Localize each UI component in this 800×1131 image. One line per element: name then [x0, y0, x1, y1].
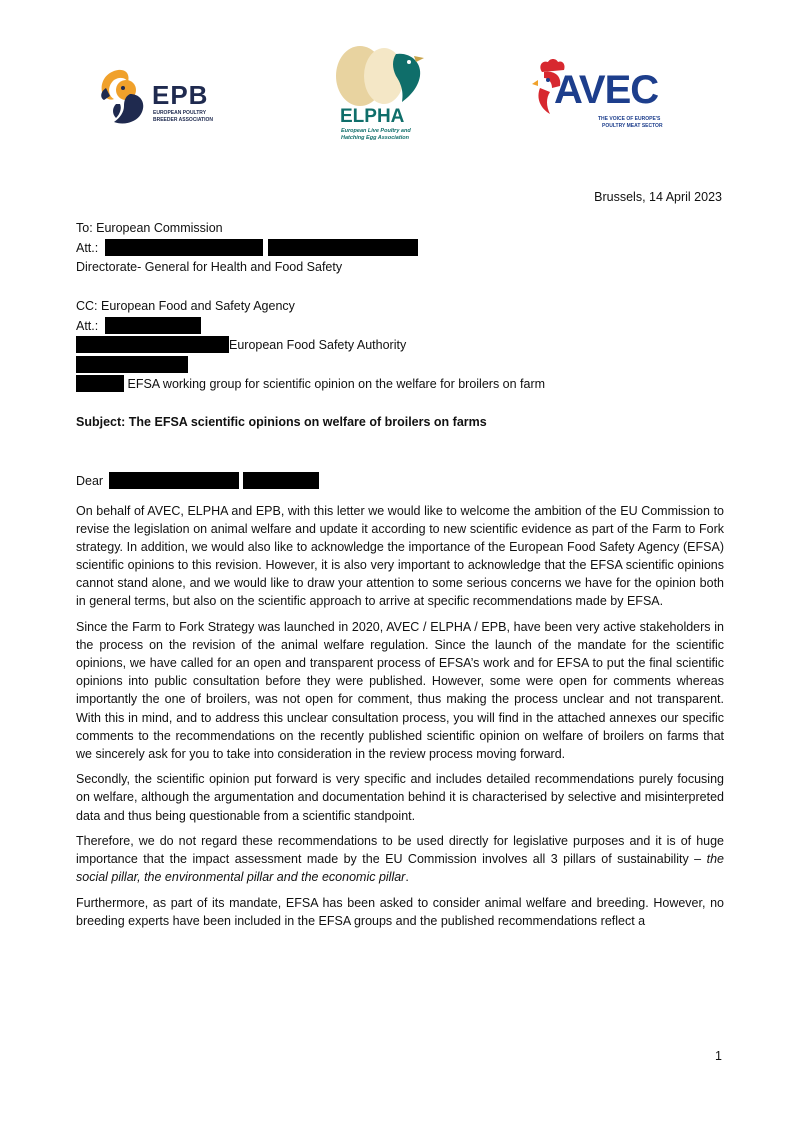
elpha-tagline-2: Hatching Egg Association: [341, 135, 409, 141]
redaction-bar: [268, 239, 418, 256]
avec-name: AVEC: [554, 68, 659, 112]
redaction-bar: [243, 472, 319, 489]
cc-att-line: [76, 317, 545, 337]
subject-line: Subject: The EFSA scientific opinions on welfare of broilers on farms: [76, 415, 487, 429]
redaction-bar: [76, 356, 188, 373]
elpha-eggs-icon: [330, 44, 430, 108]
efsa-authority-line: [76, 336, 545, 356]
pillars-end: .: [405, 870, 409, 885]
body-paragraph: Since the Farm to Fork Strategy was launched in 2020, AVEC / ELPHA / EPB, have been very active stakeholders in the process on the revision of the animal welfare regulation. Since the launch of the mandate for the scientific opinions, we have called for an open and transparent process of EFSA’s work and for EFSA to put the final scientific opinions into public consultation before they were published. However, some were open for comments whereas importantly the one of broilers, was not open for comment, thus making the process unclear and not transparent. With this in mind, and to address this unclear consultation process, you will find in the attached annexes our specific comments to the recommendations on the recently published scientific opinion on welfare of broilers on farms that we sincerely ask for you to take into consideration in the review process moving forward.: [76, 620, 724, 761]
elpha-tagline-1: European Live Poultry and: [341, 128, 411, 134]
body-paragraph: Secondly, the scientific opinion put forward is very specific and includes detailed recommendations purely focusing on welfare, although the argumentation and documentation behind it is characterised by selective and misinterpreted data and thus being questionable from a scientific standpoint.: [76, 772, 724, 823]
redaction-bar: [109, 472, 239, 489]
epb-bird-icon: [96, 68, 152, 128]
cc-att-label: Att.:: [76, 318, 99, 333]
salutation-text: Dear: [76, 474, 104, 488]
working-group-line: [76, 375, 545, 395]
cc-line: CC: European Food and Safety Agency: [76, 299, 295, 313]
redaction-bar: [76, 375, 124, 392]
page-number: 1: [715, 1049, 722, 1063]
epb-name: EPB: [152, 80, 209, 110]
redaction-bar: [105, 239, 263, 256]
avec-tagline-2: POULTRY MEAT SECTOR: [602, 123, 663, 129]
body-paragraph-pillars: [76, 832, 724, 886]
redaction-bar: [105, 317, 201, 334]
pillars-italic: the social pillar, the environmental pillar and the economic pillar: [76, 852, 724, 885]
epb-logo: [96, 68, 226, 128]
logo-row: [0, 44, 800, 144]
to-att-line: [76, 239, 418, 259]
pillars-text: Therefore, we do not regard these recommendations to be used directly for legislative purposes and it is of huge importance that the impact assessment made by the EU Commission involves all 3 pillars of sustainability –: [76, 834, 724, 867]
elpha-logo: [330, 44, 430, 144]
epb-tagline-2: BREEDER ASSOCIATION: [153, 117, 214, 123]
efsa-authority-text: European Food Safety Authority: [229, 338, 407, 352]
salutation-line: [76, 472, 319, 489]
avec-logo: [532, 58, 672, 136]
body-paragraph: Furthermore, as part of its mandate, EFSA has been asked to consider animal welfare and breeding. However, no breeding experts have been included in the EFSA groups and the published recommendations reflect a: [76, 895, 724, 928]
redacted-line: [76, 356, 545, 376]
working-group-text: EFSA working group for scientific opinion on the welfare for broilers on farm: [127, 377, 546, 391]
redaction-bar: [76, 336, 229, 353]
body-paragraph: On behalf of AVEC, ELPHA and EPB, with this letter we would like to welcome the ambition of the EU Commission to revise the legislation on animal welfare and update it according to new scientific evidence as part of the Farm to Fork strategy. In addition, we would also like to acknowledge the importance of the European Food Safety Agency (EFSA) scientific opinions to this revision. However, it is also very important to acknowledge that the EFSA scientific opinions cannot stand alone, and we would like to draw your attention to some serious concerns we have for the opinion both in general terms, but also on the scientific approach to arrive at specific recommendations made by EFSA.: [76, 504, 724, 609]
epb-tagline-1: EUROPEAN POULTRY: [153, 110, 207, 116]
to-att-label: Att.:: [76, 240, 99, 255]
elpha-name: ELPHA: [340, 106, 405, 127]
letter-body: [76, 502, 724, 938]
cc-block: [76, 297, 545, 395]
recipient-block: [76, 219, 418, 278]
avec-tagline-1: THE VOICE OF EUROPE'S: [598, 116, 661, 122]
to-line: To: European Commission: [76, 221, 223, 235]
directorate-line: Directorate- General for Health and Food Safety: [76, 260, 343, 274]
letter-date: Brussels, 14 April 2023: [594, 190, 722, 204]
